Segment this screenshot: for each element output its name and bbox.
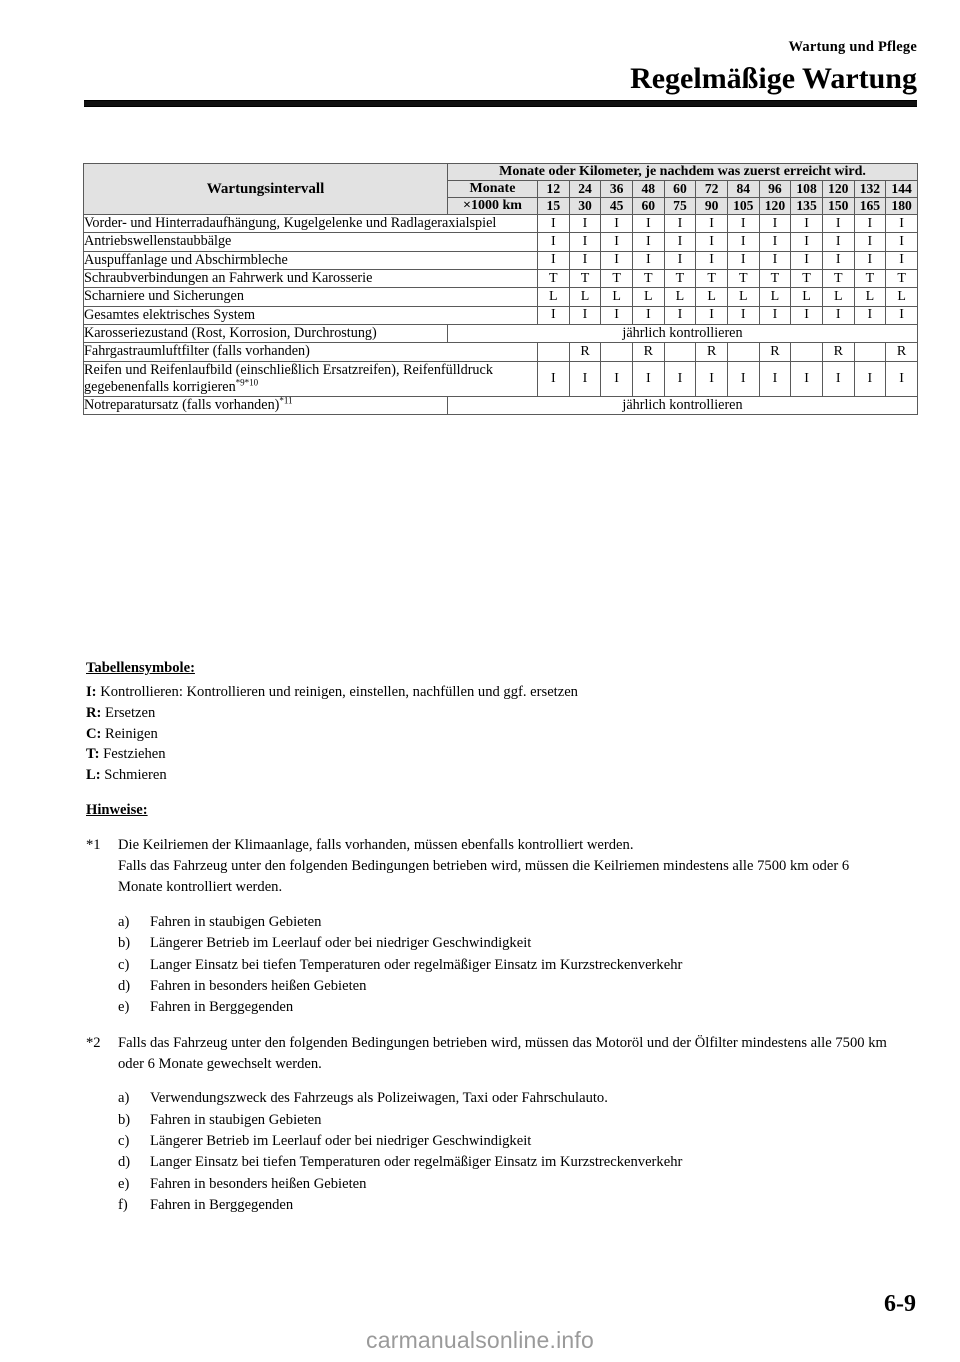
table-head	[84, 164, 918, 215]
notes-list	[86, 835, 896, 1217]
task-name-cell: Reifen und Reifenlaufbild (einschließlich Ersatzreifen), Reifenfülldruck gegebenenfalls korrigieren$^{*9*10}$	[84, 361, 538, 397]
legend-heading: Tabellensymbole:	[86, 660, 195, 676]
note-sublist-item	[118, 997, 896, 1018]
task-name-cell: Gesamtes elektrisches System	[84, 306, 538, 324]
interval-mark-cell: I	[664, 251, 696, 269]
legend-key: R:	[86, 704, 102, 721]
interval-mark-cell: I	[791, 233, 823, 251]
interval-mark-cell: I	[664, 361, 696, 397]
header-interval-value: 150	[822, 198, 854, 215]
interval-mark-cell	[727, 343, 759, 361]
interval-mark-cell: I	[601, 361, 633, 397]
interval-mark-cell: I	[632, 251, 664, 269]
legend-key: C:	[86, 725, 102, 742]
table-row	[84, 324, 918, 342]
sublist-marker: e)	[118, 1175, 130, 1192]
interval-mark-cell	[664, 343, 696, 361]
interval-mark-cell: I	[727, 233, 759, 251]
note-sublist-item	[118, 1152, 896, 1173]
interval-mark-cell: I	[538, 251, 570, 269]
note-sublist	[118, 1088, 896, 1217]
header-interval-value: 165	[854, 198, 886, 215]
interval-mark-cell: L	[727, 288, 759, 306]
table-row	[84, 288, 918, 306]
interval-mark-cell: T	[886, 269, 918, 287]
note-block	[86, 1033, 896, 1217]
note-marker: *2	[86, 1034, 101, 1051]
sublist-text: Fahren in besonders heißen Gebieten	[150, 977, 367, 994]
interval-mark-cell: L	[822, 288, 854, 306]
task-name-cell: Notreparatursatz (falls vorhanden)$^{*11}$	[84, 397, 448, 415]
interval-mark-cell: I	[696, 306, 728, 324]
interval-mark-cell: I	[727, 361, 759, 397]
sublist-text: Fahren in staubigen Gebieten	[150, 913, 322, 930]
note-sublist-item	[118, 1110, 896, 1131]
interval-mark-cell: I	[854, 215, 886, 233]
interval-mark-cell: R	[569, 343, 601, 361]
interval-mark-cell: I	[791, 361, 823, 397]
interval-mark-cell: I	[886, 215, 918, 233]
interval-mark-cell: I	[696, 251, 728, 269]
interval-mark-cell: T	[791, 269, 823, 287]
maintenance-schedule-table	[83, 163, 918, 415]
annual-check-cell: jährlich kontrollieren	[448, 324, 918, 342]
legend-list	[86, 682, 786, 786]
interval-mark-cell: I	[791, 215, 823, 233]
interval-mark-cell: I	[664, 233, 696, 251]
interval-mark-cell: I	[791, 306, 823, 324]
table-row	[84, 215, 918, 233]
note-text: Falls das Fahrzeug unter den folgenden Bedingungen betrieben wird, müssen das Motoröl und der Ölfilter mindestens alle 7500 km oder 6 Monate gewechselt werden.	[118, 1034, 887, 1072]
task-name-cell: Auspuffanlage und Abschirmbleche	[84, 251, 538, 269]
interval-mark-cell: T	[632, 269, 664, 287]
note-block	[86, 835, 896, 1019]
interval-mark-cell: I	[854, 306, 886, 324]
footnote-marker: *11	[279, 395, 293, 406]
interval-mark-cell: T	[759, 269, 791, 287]
interval-mark-cell: I	[601, 233, 633, 251]
sublist-text: Verwendungszweck des Fahrzeugs als Polizeiwagen, Taxi oder Fahrschulauto.	[150, 1090, 608, 1107]
note-sublist-item	[118, 1088, 896, 1109]
interval-mark-cell: I	[854, 251, 886, 269]
interval-mark-cell: I	[854, 361, 886, 397]
task-name-cell: Scharniere und Sicherungen	[84, 288, 538, 306]
table-row	[84, 343, 918, 361]
header-divider	[84, 100, 917, 107]
interval-mark-cell: I	[632, 306, 664, 324]
sublist-marker: c)	[118, 1133, 130, 1149]
page-header	[630, 40, 917, 96]
interval-mark-cell: I	[601, 306, 633, 324]
interval-mark-cell: L	[632, 288, 664, 306]
header-kicker: Wartung und Pflege	[788, 39, 917, 55]
interval-mark-cell: T	[727, 269, 759, 287]
interval-mark-cell: T	[569, 269, 601, 287]
interval-mark-cell: I	[569, 215, 601, 233]
legend-item	[86, 744, 786, 765]
header-interval-value: 144	[886, 181, 918, 198]
interval-mark-cell: L	[886, 288, 918, 306]
sublist-marker: a)	[118, 913, 130, 930]
interval-mark-cell: I	[632, 215, 664, 233]
header-interval-value: 24	[569, 181, 601, 198]
interval-mark-cell: I	[569, 233, 601, 251]
interval-mark-cell: I	[538, 233, 570, 251]
header-interval-value: 48	[632, 181, 664, 198]
notes-heading: Hinweise:	[86, 802, 148, 818]
header-interval-value: 72	[696, 181, 728, 198]
interval-mark-cell: L	[538, 288, 570, 306]
note-sublist-item	[118, 976, 896, 997]
legend-key: I:	[86, 683, 97, 700]
footnote-marker: *9*10	[235, 377, 259, 388]
sublist-text: Fahren in Berggegenden	[150, 1197, 294, 1214]
interval-mark-cell: I	[822, 306, 854, 324]
header-interval-value: 45	[601, 198, 633, 215]
interval-mark-cell: T	[538, 269, 570, 287]
sublist-marker: b)	[118, 1111, 131, 1128]
page-title: Regelmäßige Wartung	[630, 61, 917, 95]
interval-mark-cell: I	[696, 215, 728, 233]
note-sublist-item	[118, 1131, 896, 1152]
task-name-cell: Vorder- und Hinterradaufhängung, Kugelgelenke und Radlageraxialspiel	[84, 215, 538, 233]
interval-mark-cell: T	[601, 269, 633, 287]
table-row	[84, 397, 918, 415]
sublist-marker: d)	[118, 977, 131, 994]
note-text: Die Keilriemen der Klimaanlage, falls vorhanden, müssen ebenfalls kontrolliert werden.	[118, 837, 634, 854]
interval-mark-cell: L	[791, 288, 823, 306]
interval-mark-cell: I	[791, 251, 823, 269]
header-interval-value: 60	[664, 181, 696, 198]
interval-mark-cell: L	[854, 288, 886, 306]
interval-mark-cell: T	[854, 269, 886, 287]
table-row	[84, 306, 918, 324]
sublist-marker: f)	[118, 1197, 128, 1214]
interval-mark-cell	[791, 343, 823, 361]
interval-mark-cell: I	[822, 251, 854, 269]
interval-mark-cell: R	[632, 343, 664, 361]
interval-mark-cell: I	[759, 306, 791, 324]
header-interval-value: 75	[664, 198, 696, 215]
header-interval-value: 84	[727, 181, 759, 198]
sublist-text: Fahren in Berggegenden	[150, 999, 294, 1016]
sublist-marker: a)	[118, 1090, 130, 1107]
interval-mark-cell: I	[632, 233, 664, 251]
interval-mark-cell: T	[696, 269, 728, 287]
note-sublist	[118, 912, 896, 1019]
header-interval-value: 12	[538, 181, 570, 198]
legend-text: Festziehen	[99, 746, 166, 763]
table-row	[84, 233, 918, 251]
note-text: Falls das Fahrzeug unter den folgenden Bedingungen betrieben wird, müssen die Keilriemen mindestens alle 7500 km oder 6 Monate kontrolliert werden.	[118, 858, 850, 896]
note-first-line	[86, 1033, 896, 1075]
header-interval-value: 105	[727, 198, 759, 215]
interval-mark-cell: I	[696, 233, 728, 251]
note-sublist-item	[118, 1195, 896, 1216]
interval-mark-cell: I	[886, 251, 918, 269]
header-cell-span: Monate oder Kilometer, je nachdem was zuerst erreicht wird.	[448, 164, 918, 181]
interval-mark-cell: I	[569, 306, 601, 324]
sublist-marker: b)	[118, 935, 131, 952]
legend-section	[86, 658, 786, 786]
annual-check-cell: jährlich kontrollieren	[448, 397, 918, 415]
legend-key: T:	[86, 746, 100, 763]
interval-mark-cell	[538, 343, 570, 361]
header-interval-value: 60	[632, 198, 664, 215]
task-name-cell: Schraubverbindungen an Fahrwerk und Karosserie	[84, 269, 538, 287]
interval-mark-cell: I	[632, 361, 664, 397]
header-interval-value: 15	[538, 198, 570, 215]
legend-item	[86, 724, 786, 745]
table-body	[84, 215, 918, 415]
interval-mark-cell: R	[696, 343, 728, 361]
header-unit-label: ×1000 km	[448, 198, 538, 215]
header-interval-value: 30	[569, 198, 601, 215]
table-row	[84, 269, 918, 287]
interval-mark-cell: I	[601, 215, 633, 233]
interval-mark-cell	[854, 343, 886, 361]
interval-mark-cell: I	[822, 361, 854, 397]
header-interval-value: 96	[759, 181, 791, 198]
interval-mark-cell: I	[538, 306, 570, 324]
interval-mark-cell: I	[696, 361, 728, 397]
legend-text: Schmieren	[100, 767, 167, 784]
interval-mark-cell: I	[886, 361, 918, 397]
sublist-marker: c)	[118, 956, 130, 973]
header-interval-value: 108	[791, 181, 823, 198]
header-interval-value: 180	[886, 198, 918, 215]
header-interval-value: 36	[601, 181, 633, 198]
sublist-text: Längerer Betrieb im Leerlauf oder bei niedriger Geschwindigkeit	[150, 935, 532, 952]
interval-mark-cell: I	[601, 251, 633, 269]
header-interval-value: 135	[791, 198, 823, 215]
interval-mark-cell: I	[886, 233, 918, 251]
interval-mark-cell: T	[822, 269, 854, 287]
interval-mark-cell: I	[569, 251, 601, 269]
sublist-marker: d)	[118, 1154, 131, 1171]
sublist-marker: e)	[118, 999, 130, 1016]
sublist-text: Langer Einsatz bei tiefen Temperaturen oder regelmäßiger Einsatz im Kurzstreckenverkehr	[150, 1154, 683, 1171]
interval-mark-cell: I	[759, 361, 791, 397]
watermark: carmanualsonline.info	[366, 1327, 594, 1353]
interval-mark-cell: R	[886, 343, 918, 361]
interval-mark-cell: I	[538, 361, 570, 397]
note-sublist-item	[118, 1174, 896, 1195]
interval-mark-cell: I	[822, 215, 854, 233]
note-first-line	[86, 835, 896, 856]
interval-mark-cell	[601, 343, 633, 361]
sublist-text: Fahren in staubigen Gebieten	[150, 1111, 322, 1128]
interval-mark-cell: I	[664, 215, 696, 233]
interval-mark-cell: T	[664, 269, 696, 287]
interval-mark-cell: L	[664, 288, 696, 306]
task-name-cell: Karosseriezustand (Rost, Korrosion, Durchrostung)	[84, 324, 448, 342]
interval-mark-cell: I	[759, 233, 791, 251]
note-sublist-item	[118, 955, 896, 976]
header-cell-interval: Wartungsintervall	[84, 164, 448, 215]
interval-mark-cell: I	[822, 233, 854, 251]
interval-mark-cell: I	[886, 306, 918, 324]
notes-section	[86, 800, 896, 1217]
interval-mark-cell: I	[759, 215, 791, 233]
legend-text: Kontrollieren: Kontrollieren und reinigen, einstellen, nachfüllen und ggf. ersetzen	[96, 683, 578, 700]
legend-item	[86, 682, 786, 703]
legend-item	[86, 765, 786, 786]
header-interval-value: 132	[854, 181, 886, 198]
legend-key: L:	[86, 767, 101, 784]
interval-mark-cell: I	[569, 361, 601, 397]
interval-mark-cell: L	[569, 288, 601, 306]
sublist-text: Langer Einsatz bei tiefen Temperaturen oder regelmäßiger Einsatz im Kurzstreckenverkehr	[150, 956, 683, 973]
page-number: 6-9	[884, 1291, 916, 1317]
interval-mark-cell: I	[664, 306, 696, 324]
interval-mark-cell: I	[727, 306, 759, 324]
interval-mark-cell: L	[696, 288, 728, 306]
table-header-row-span	[84, 164, 918, 181]
header-interval-value: 120	[759, 198, 791, 215]
task-name-cell: Fahrgastraumluftfilter (falls vorhanden)	[84, 343, 538, 361]
table-row	[84, 361, 918, 397]
interval-mark-cell: I	[538, 215, 570, 233]
header-interval-value: 120	[822, 181, 854, 198]
legend-item	[86, 703, 786, 724]
interval-mark-cell: L	[601, 288, 633, 306]
interval-mark-cell: L	[759, 288, 791, 306]
header-interval-value: 90	[696, 198, 728, 215]
header-unit-label: Monate	[448, 181, 538, 198]
maintenance-table-wrapper	[83, 163, 917, 415]
interval-mark-cell: I	[727, 215, 759, 233]
legend-text: Reinigen	[101, 725, 158, 742]
interval-mark-cell: R	[822, 343, 854, 361]
sublist-text: Fahren in besonders heißen Gebieten	[150, 1175, 367, 1192]
note-marker: *1	[86, 837, 101, 854]
legend-text: Ersetzen	[101, 704, 156, 721]
table-row	[84, 251, 918, 269]
sublist-text: Längerer Betrieb im Leerlauf oder bei niedriger Geschwindigkeit	[150, 1133, 532, 1149]
interval-mark-cell: I	[727, 251, 759, 269]
interval-mark-cell: I	[759, 251, 791, 269]
interval-mark-cell: R	[759, 343, 791, 361]
task-name-cell: Antriebswellenstaubbälge	[84, 233, 538, 251]
note-sublist-item	[118, 912, 896, 933]
note-sublist-item	[118, 933, 896, 954]
interval-mark-cell: I	[854, 233, 886, 251]
